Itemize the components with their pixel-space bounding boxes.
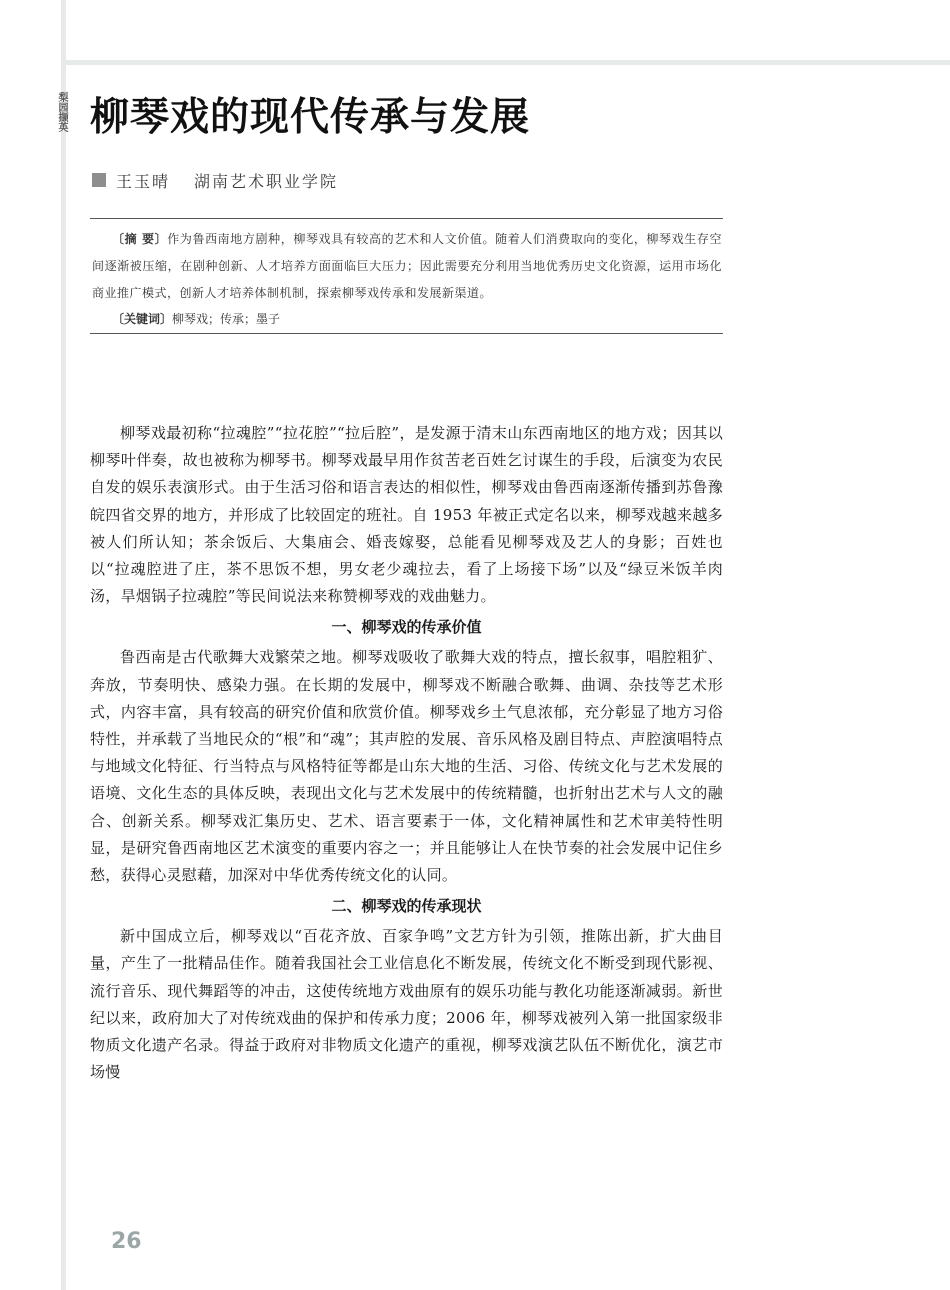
abstract-top-rule [90, 218, 723, 219]
author-institution: 湖南艺术职业学院 [194, 171, 339, 191]
byline [92, 169, 338, 191]
keywords-label: 〔关键词〕 [112, 312, 173, 326]
column-label: 梨园撷英 [56, 92, 67, 132]
section-1-paragraph: 鲁西南是古代歌舞大戏繁荣之地。柳琴戏吸收了歌舞大戏的特点，擅长叙事，唱腔粗犷、奔放，节奏明快、感染力强。在长期的发展中，柳琴戏不断融合歌舞、曲调、杂技等艺术形式，内容丰富，具有较高的研究价值和欣赏价值。柳琴戏乡土气息浓郁，充分彰显了地方习俗特性，并承载了当地民众的“根”和“魂”；其声腔的发展、音乐风格及剧目特点、声腔演唱特点与地域文化特征、行当特点与风格特征等都是山东大地的生活、习俗、传统文化与艺术发展的语境、文化生态的具体反映，表现出文化与艺术发展中的传统精髓，也折射出艺术与人文的融合、创新关系。柳琴戏汇集历史、艺术、语言要素于一体，文化精神属性和艺术审美特性明显，是研究鲁西南地区艺术演变的重要内容之一；并且能够让人在快节奏的社会发展中记住乡愁，获得心灵慰藉，加深对中华优秀传统文化的认同。 [90, 648, 723, 885]
author-name: 王玉晴 [116, 171, 171, 191]
article-title: 柳琴戏的现代传承与发展 [90, 94, 531, 140]
abstract [92, 226, 722, 307]
article-body [90, 420, 723, 1086]
page-frame-horizontal [61, 60, 950, 65]
abstract-label: 〔摘 要〕 [112, 232, 168, 246]
section-heading-1: 一、柳琴戏的传承价值 [331, 618, 482, 637]
section-heading-2: 二、柳琴戏的传承现状 [331, 897, 482, 916]
abstract-text: 作为鲁西南地方剧种，柳琴戏具有较高的艺术和人文价值。随着人们消费取向的变化，柳琴戏生存空间逐渐被压缩，在剧种创新、人才培养方面面临巨大压力；因此需要充分利用当地优秀历史文化资源，运用市场化商业推广模式，创新人才培养体制机制，探索柳琴戏传承和发展新渠道。 [92, 232, 722, 300]
keywords-text: 柳琴戏；传承；墨子 [172, 312, 281, 326]
page-number: 26 [111, 1229, 142, 1254]
intro-paragraph: 柳琴戏最初称“拉魂腔”“拉花腔”“拉后腔”，是发源于清末山东西南地区的地方戏；因其以柳琴叶伴奏，故也被称为柳琴书。柳琴戏最早用作贫苦老百姓乞讨谋生的手段，后演变为农民自发的娱乐表演形式。由于生活习俗和语言表达的相似性，柳琴戏由鲁西南逐渐传播到苏鲁豫皖四省交界的地方，并形成了比较固定的班社。自 1953 年被正式定名以来，柳琴戏越来越多被人们所认知；茶余饭后、大集庙会、婚丧嫁娶，总能看见柳琴戏及艺人的身影；百姓也以“拉魂腔进了庄，茶不思饭不想，男女老少魂拉去，看了上场接下场”以及“绿豆米饭羊肉汤，旱烟锅子拉魂腔”等民间说法来称赞柳琴戏的戏曲魅力。 [90, 424, 723, 606]
section-2-paragraph: 新中国成立后，柳琴戏以“百花齐放、百家争鸣”文艺方针为引领，推陈出新，扩大曲目量，产生了一批精品佳作。随着我国社会工业信息化不断发展，传统文化不断受到现代影视、流行音乐、现代舞蹈等的冲击，这使传统地方戏曲原有的娱乐功能与教化功能逐渐减弱。新世纪以来，政府加大了对传统戏曲的保护和传承力度；2006 年，柳琴戏被列入第一批国家级非物质文化遗产名录。得益于政府对非物质文化遗产的重视，柳琴戏演艺队伍不断优化，演艺市场慢 [90, 927, 723, 1082]
keywords [112, 307, 722, 331]
page-frame-vertical [61, 0, 66, 1290]
square-bullet-icon [92, 173, 106, 187]
abstract-bottom-rule [90, 333, 723, 334]
